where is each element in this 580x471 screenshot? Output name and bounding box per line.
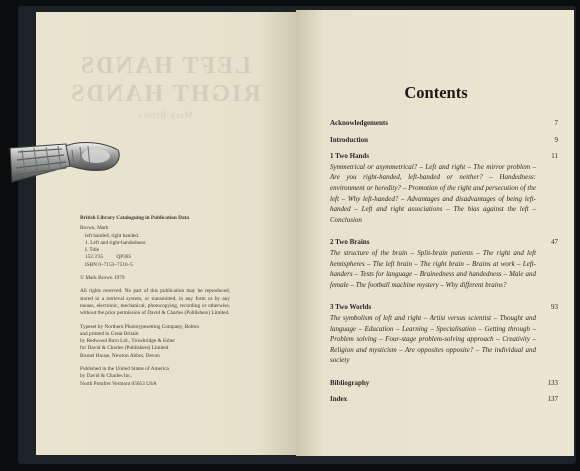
ghost-author: Mark Brown <box>136 110 194 120</box>
toc-entry <box>330 118 558 129</box>
cip-line: 1. Left and right-handedness <box>85 239 146 246</box>
cip-line: left handed, right handed. <box>85 232 140 239</box>
contents-title: Contents <box>404 83 468 102</box>
toc-entry-page: 9 <box>554 135 558 144</box>
copyright-line: © Mark Brown 1979 <box>80 275 125 282</box>
copyright-page-text <box>80 215 280 388</box>
toc-entry-page: 47 <box>551 238 558 247</box>
toc-entry-description: The symbolism of left and right – Artist versus scientist – Thought and language – Education – Learning – Specialisation – Getting through – Problem solving – Four-stage problem-solving approach – Creativity – Religion and mysticism – Are opposites opposite? – The individual and society <box>330 313 536 365</box>
table-of-contents <box>330 118 558 405</box>
rights-statement: All rights reserved. No part of this publication may be reproduced, stored in a retrieval system, or transmitted, in any form or by any means, electronic, mechanical, photocopying, recording or otherwise, without the prior permission of David & Charles (Publishers) Limited. <box>80 288 230 317</box>
toc-entry-description: The structure of the brain – Split-brain patients – The right and left hemispheres – The left brain – The right brain – Brains at work – Left-handers – Tests for language – Brainedness and handedness – Male and female – The football machine mystery – Why different brains? <box>330 248 536 289</box>
toc-entry-page: 137 <box>547 395 558 404</box>
toc-entry <box>330 394 558 405</box>
printer-line: Typeset by Northern Phototypesetting Company, Bolton <box>80 323 200 330</box>
cip-line: I. Title <box>85 247 100 254</box>
cip-line: 152.3'35 QP385 <box>85 254 132 261</box>
ghost-title-line: LEFT HANDS <box>78 53 252 79</box>
toc-entry <box>330 237 558 248</box>
us-publisher-line: by David & Charles Inc. <box>80 373 132 380</box>
toc-entry-label: Acknowledgements <box>330 119 388 127</box>
us-publisher-line: Published in the United States of America <box>80 366 169 373</box>
toc-entry <box>330 378 558 389</box>
metal-clasp <box>8 138 123 192</box>
toc-entry-label: 2 Two Brains <box>330 238 370 247</box>
cip-line: Brown, Mark <box>80 225 109 232</box>
toc-entry-page: 11 <box>551 152 558 161</box>
toc-entry-label: Introduction <box>330 135 368 144</box>
cip-heading: British Library Cataloguing in Publication Data <box>80 215 190 221</box>
toc-entry-label: Index <box>330 395 348 404</box>
toc-entry <box>330 151 558 162</box>
toc-entry-label: 3 Two Worlds <box>330 303 372 312</box>
toc-entry-description: Symmetrical or asymmetrical? – Left and right – The mirror problem – Are you right-handed, left-handed or neither? – Handedness: environment or heredity? – Promotion of the right and persecution of the left – Why left-handed? – Advantages and disadvantages of being left-handed – Left and right associations – The bias against the left – Conclusion <box>330 162 536 224</box>
toc-entry <box>330 135 558 146</box>
toc-entry-page: 93 <box>551 303 558 312</box>
ghost-title-line: RIGHT HANDS <box>69 81 261 107</box>
toc-entry <box>330 302 558 313</box>
show-through-title <box>60 52 270 122</box>
us-publisher-line: North Pomfret Vermont 05053 USA <box>80 380 157 387</box>
printer-line: for David & Charles (Publishers) Limited <box>80 345 169 352</box>
toc-entry-page: 7 <box>554 119 558 127</box>
printer-line: by Redwood Burn Ltd., Trowbridge & Esher <box>80 338 176 345</box>
cip-line: ISBN 0–7153–7510–5 <box>85 261 133 268</box>
printer-line: Brunel House, Newton Abbot, Devon <box>80 352 160 359</box>
toc-entry-label: Bibliography <box>330 378 370 387</box>
printer-line: and printed in Great Britain <box>80 330 139 337</box>
toc-entry-label: 1 Two Hands <box>330 152 370 161</box>
toc-entry-page: 133 <box>547 378 558 387</box>
